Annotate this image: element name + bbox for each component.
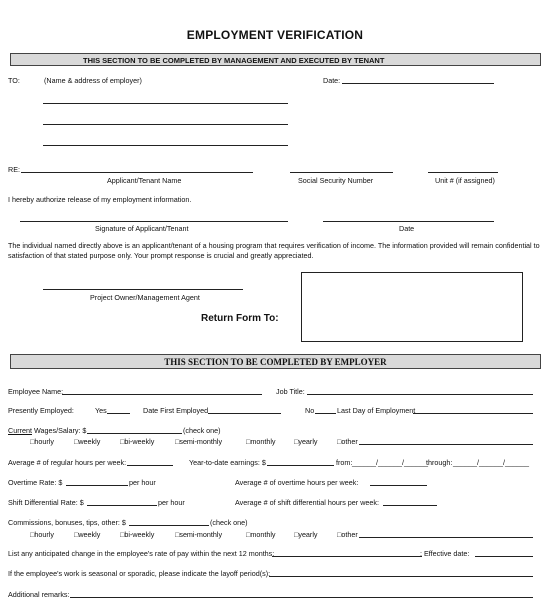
option-semimonthly-1[interactable]: □semi-monthly <box>175 437 223 446</box>
current-label: Current <box>8 426 32 435</box>
layoff-period-field[interactable] <box>269 576 533 577</box>
shift-rate-label: Shift Differential Rate: $ <box>8 498 84 507</box>
option-hourly-2[interactable]: □hourly <box>30 530 54 539</box>
avg-shift-field[interactable] <box>383 505 437 506</box>
to-label: TO: <box>8 76 20 85</box>
anticipated-change-field[interactable] <box>272 556 422 557</box>
agent-signature-field[interactable] <box>43 289 243 290</box>
option-label: weekly <box>78 530 101 539</box>
from-date-field[interactable]: ______/______/______ <box>352 458 428 467</box>
option-label: semi-monthly <box>179 437 223 446</box>
ytd-earnings-label: Year-to-date earnings: $ <box>189 458 266 467</box>
no-field[interactable] <box>315 413 336 414</box>
employer-address-line-3[interactable] <box>43 145 288 146</box>
effective-date-field[interactable] <box>475 556 533 557</box>
option-other-2[interactable]: □other <box>337 530 358 539</box>
other-field-2[interactable] <box>359 537 533 538</box>
unit-field[interactable] <box>428 172 498 173</box>
job-title-field[interactable] <box>307 394 533 395</box>
paragraph-line-2: satisfaction of that stated purpose only. Your prompt response is crucial and greatly appreciated. <box>8 251 314 260</box>
applicant-name-field[interactable] <box>21 172 253 173</box>
return-address-box[interactable] <box>301 272 523 342</box>
section2-header-text: THIS SECTION TO BE COMPLETED BY EMPLOYER <box>164 357 387 367</box>
commissions-field[interactable] <box>129 525 209 526</box>
paragraph-line-1: The individual named directly above is an applicant/tenant of a housing program that requires verification of income. The information provided will remain confidential to <box>8 241 540 250</box>
through-date-field[interactable]: ______/______/______ <box>453 458 529 467</box>
commissions-label: Commissions, bonuses, tips, other: $ <box>8 518 126 527</box>
avg-shift-label: Average # of shift differential hours per week: <box>235 498 379 507</box>
yes-field[interactable] <box>107 413 130 414</box>
option-label: yearly <box>298 437 318 446</box>
employer-label: (Name & address of employer) <box>44 76 142 85</box>
date-field[interactable] <box>342 83 494 84</box>
check-one-label-1: (check one) <box>183 426 221 435</box>
wages-amount-field[interactable] <box>87 433 182 434</box>
option-label: semi-monthly <box>179 530 223 539</box>
other-field-1[interactable] <box>359 444 533 445</box>
option-yearly-1[interactable]: □yearly <box>294 437 318 446</box>
signature-label: Signature of Applicant/Tenant <box>95 224 189 233</box>
re-label: RE: <box>8 165 20 174</box>
option-label: yearly <box>298 530 318 539</box>
option-label: bi-weekly <box>124 530 155 539</box>
authorize-text: I hereby authorize release of my employment information. <box>8 195 192 204</box>
date-first-employed-field[interactable] <box>208 413 281 414</box>
avg-regular-hours-label: Average # of regular hours per week: <box>8 458 127 467</box>
section1-header <box>10 53 541 66</box>
employer-address-line-2[interactable] <box>43 124 288 125</box>
return-form-label: Return Form To: <box>201 313 279 324</box>
option-biweekly-2[interactable]: □bi-weekly <box>120 530 155 539</box>
option-label: other <box>341 530 358 539</box>
option-label: monthly <box>250 530 276 539</box>
current-wages-label <box>8 426 86 435</box>
presently-employed-label: Presently Employed: <box>8 406 74 415</box>
date-label: Date: <box>323 76 341 85</box>
option-other-1[interactable]: □other <box>337 437 358 446</box>
form-title: EMPLOYMENT VERIFICATION <box>186 28 364 42</box>
signature-field[interactable] <box>20 221 288 222</box>
option-monthly-2[interactable]: □monthly <box>246 530 276 539</box>
anticipated-change-label: List any anticipated change in the employee's rate of pay within the next 12 months: <box>8 549 275 558</box>
option-label: other <box>341 437 358 446</box>
option-label: hourly <box>34 437 54 446</box>
signature-date-label: Date <box>399 224 415 233</box>
employee-name-label: Employee Name: <box>8 387 64 396</box>
option-label: monthly <box>250 437 276 446</box>
section2-header <box>10 354 541 369</box>
avg-regular-hours-field[interactable] <box>127 465 173 466</box>
per-hour-label-1: per hour <box>129 478 156 487</box>
option-biweekly-1[interactable]: □bi-weekly <box>120 437 155 446</box>
confidentiality-paragraph <box>8 241 544 261</box>
option-label: hourly <box>34 530 54 539</box>
option-label: weekly <box>78 437 101 446</box>
check-one-label-2: (check one) <box>210 518 248 527</box>
overtime-rate-label: Overtime Rate: $ <box>8 478 63 487</box>
option-yearly-2[interactable]: □yearly <box>294 530 318 539</box>
unit-label: Unit # (if assigned) <box>435 176 495 185</box>
option-semimonthly-2[interactable]: □semi-monthly <box>175 530 223 539</box>
wages-salary-label: Wages/Salary: $ <box>31 426 87 435</box>
last-day-field[interactable] <box>413 413 533 414</box>
option-weekly-1[interactable]: □weekly <box>74 437 101 446</box>
option-label: bi-weekly <box>124 437 155 446</box>
section1-header-text: THIS SECTION TO BE COMPLETED BY MANAGEMENT AND EXECUTED BY TENANT <box>83 56 385 65</box>
applicant-name-label: Applicant/Tenant Name <box>107 176 182 185</box>
date-first-employed-label: Date First Employed <box>143 406 209 415</box>
avg-overtime-label: Average # of overtime hours per week: <box>235 478 359 487</box>
per-hour-label-2: per hour <box>158 498 185 507</box>
agent-label: Project Owner/Management Agent <box>90 293 200 302</box>
additional-remarks-field[interactable] <box>70 597 533 598</box>
through-label: through: <box>426 458 453 467</box>
employer-address-line-1[interactable] <box>43 103 288 104</box>
yes-label: Yes <box>95 406 107 415</box>
ssn-label: Social Security Number <box>298 176 374 185</box>
job-title-label: Job Title: <box>276 387 305 396</box>
ytd-earnings-field[interactable] <box>267 465 334 466</box>
ssn-field[interactable] <box>290 172 393 173</box>
avg-overtime-field[interactable] <box>370 485 427 486</box>
option-monthly-1[interactable]: □monthly <box>246 437 276 446</box>
option-weekly-2[interactable]: □weekly <box>74 530 101 539</box>
last-day-label: Last Day of Employment <box>337 406 416 415</box>
option-hourly-1[interactable]: □hourly <box>30 437 54 446</box>
shift-rate-field[interactable] <box>87 505 157 506</box>
signature-date-field[interactable] <box>323 221 494 222</box>
no-label: No <box>305 406 315 415</box>
seasonal-label: If the employee's work is seasonal or sporadic, please indicate the layoff period(s): <box>8 569 271 578</box>
overtime-rate-field[interactable] <box>66 485 128 486</box>
effective-date-label: ; Effective date: <box>420 549 470 558</box>
additional-remarks-label: Additional remarks: <box>8 590 70 599</box>
employee-name-field[interactable] <box>62 394 262 395</box>
from-label: from: <box>336 458 353 467</box>
